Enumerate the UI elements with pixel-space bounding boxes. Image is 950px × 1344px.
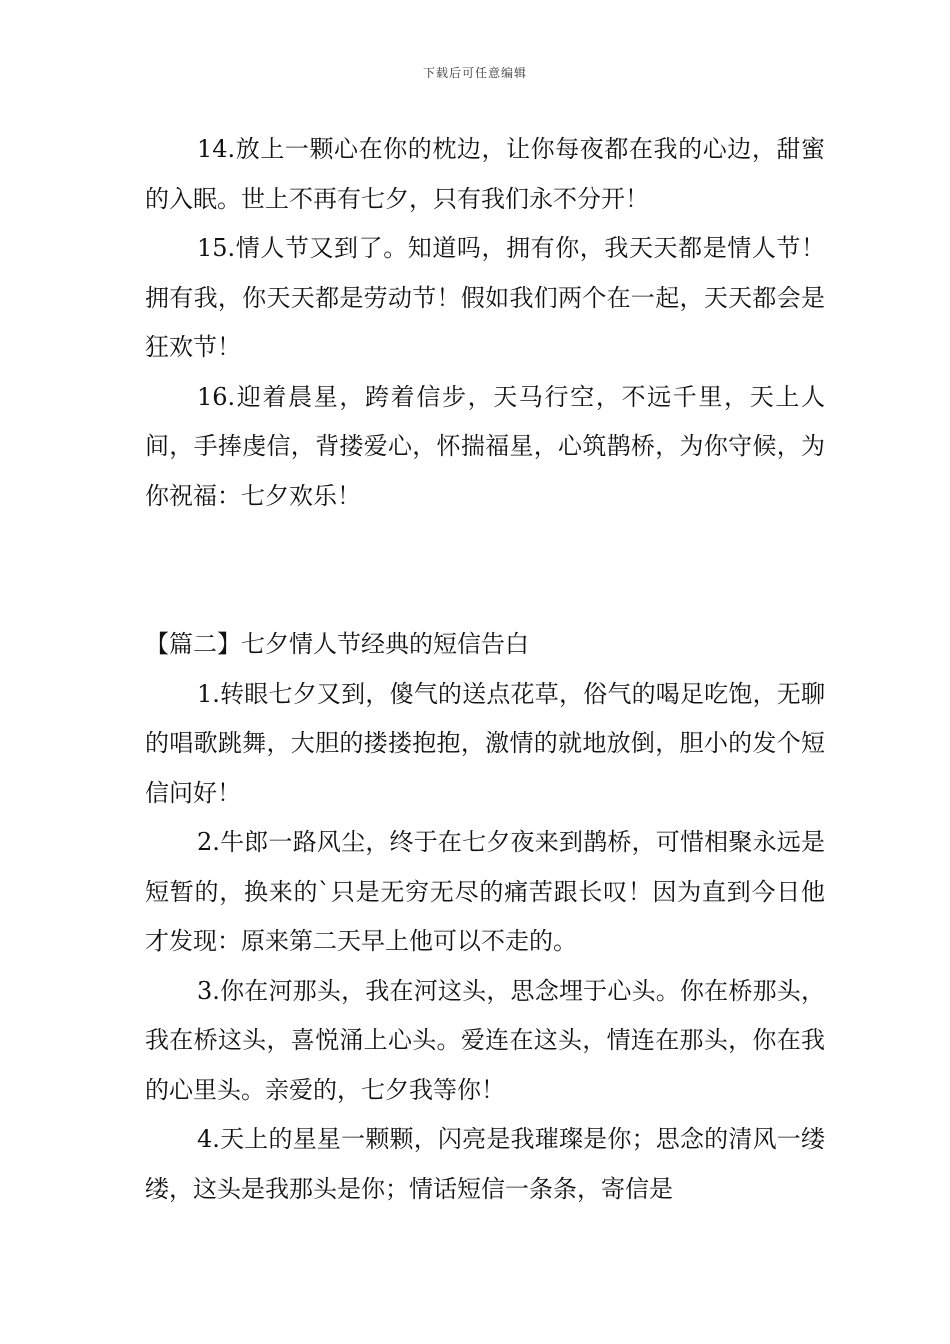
paragraph-1: 1.转眼七夕又到，傻气的送点花草，俗气的喝足吃饱，无聊的唱歌跳舞，大胆的搂搂抱抱，激情的就地放倒，胆小的发个短信问好！ [145, 679, 825, 807]
document-body [145, 125, 825, 1214]
paragraph-2: 2.牛郎一路风尘，终于在七夕夜来到鹊桥，可惜相聚永远是短暂的，换来的`只是无穷无尽的痛苦跟长叹！因为直到今日他才发现：原来第二天早上他可以不走的。 [145, 828, 825, 955]
paragraph-15: 15.情人节又到了。知道吗，拥有你，我天天都是情人节！拥有我，你天天都是劳动节！假如我们两个在一起，天天都会是狂欢节！ [145, 234, 825, 361]
section-title: 【篇二】七夕情人节经典的短信告白 [145, 630, 529, 658]
paragraph-4: 4.天上的星星一颗颗，闪亮是我璀璨是你；思念的清风一缕缕，这头是我那头是你；情话短信一条条，寄信是 [145, 1125, 825, 1203]
paragraph-14: 14.放上一颗心在你的枕边，让你每夜都在我的心边，甜蜜的入眠。世上不再有七夕，只有我们永不分开！ [145, 135, 825, 213]
page-header: 下载后可任意编辑 [422, 66, 527, 80]
paragraph-3: 3.你在河那头，我在河这头，思念埋于心头。你在桥那头，我在桥这头，喜悦涌上心头。爱连在这头，情连在那头，你在我的心里头。亲爱的，七夕我等你！ [145, 976, 825, 1104]
paragraph-16: 16.迎着晨星，跨着信步，天马行空，不远千里，天上人间，手捧虔信，背搂爱心，怀揣福星，心筑鹊桥，为你守候，为你祝福：七夕欢乐！ [145, 382, 825, 510]
